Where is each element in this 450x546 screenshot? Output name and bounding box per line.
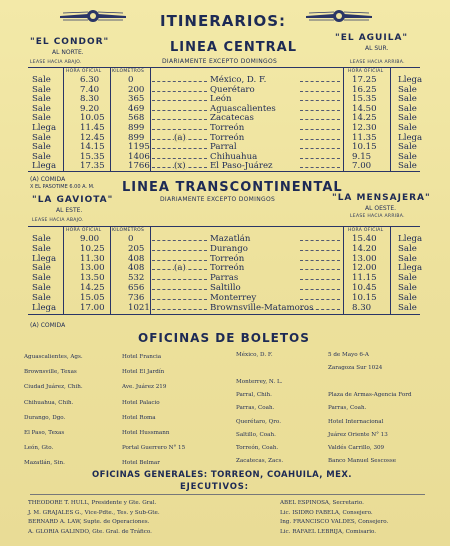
trans-left-time: 14.25 <box>80 283 105 293</box>
central-left-action: Sale <box>32 103 51 114</box>
office-city: Mazatlán, Sin. <box>24 460 65 467</box>
trans-left-action: Sale <box>32 243 51 254</box>
office-address: Hotel Internacional <box>328 418 384 425</box>
trans-leader-dots <box>152 260 207 261</box>
central-col-hora-left: HORA OFICIAL <box>66 69 102 74</box>
office-address: Ave. Juárez 219 <box>122 384 167 391</box>
trans-right-action: Llega <box>398 263 423 274</box>
central-right-time: 7.00 <box>352 161 372 172</box>
trans-leader-dots <box>300 279 340 280</box>
central-row <box>0 113 450 123</box>
trans-left-train: "LA GAVIOTA" <box>32 195 114 205</box>
office-address: Hotel Francia <box>122 354 162 360</box>
trans-kilometers: 736 <box>128 292 145 303</box>
trans-left-action: Llega <box>32 302 57 313</box>
trans-right-time: 12.00 <box>352 263 377 274</box>
trans-leader-dots <box>300 299 340 300</box>
central-kilometers: 0 <box>128 75 134 85</box>
central-right-time: 16.25 <box>352 84 377 95</box>
trans-line-subtitle: DIARIAMENTE EXCEPTO DOMINGOS <box>160 196 276 203</box>
central-station-name: Zacatecas <box>210 113 254 124</box>
trans-station-name: Torreón <box>210 263 245 274</box>
trans-leader-dots <box>300 269 340 270</box>
trans-kilometers: 205 <box>128 243 145 254</box>
central-right-time: 9.15 <box>352 151 372 162</box>
trans-right-action: Sale <box>398 243 417 254</box>
central-left-read: LEASE HACIA ABAJO. <box>30 60 82 65</box>
trans-col-hora-right: HORA OFICIAL <box>348 228 384 233</box>
central-station-name: Querétaro <box>210 84 255 95</box>
central-note-comida: (A) COMIDA <box>30 176 66 183</box>
executive-entry: THEODORE T. HULL, Presidente y Gte. Gral. <box>28 500 157 506</box>
trans-leader-dots <box>152 309 207 310</box>
trans-leader-dots <box>152 299 207 300</box>
trans-leader-dots <box>300 289 340 290</box>
central-left-time: 12.45 <box>80 132 105 143</box>
central-right-time: 11.35 <box>352 132 377 143</box>
central-meal-mark: (a) <box>174 132 186 143</box>
trans-right-time: 11.15 <box>352 273 377 284</box>
trans-note-comida: (A) COMIDA <box>30 322 66 329</box>
trans-right-time: 10.15 <box>352 292 377 303</box>
central-leader-dots <box>300 139 340 140</box>
trans-right-time: 10.45 <box>352 283 377 293</box>
office-city: Brownsville, Texas <box>24 369 77 376</box>
trans-station-name: Durango <box>210 243 248 254</box>
trans-left-time: 9.00 <box>80 234 100 244</box>
central-kilometers: 899 <box>128 132 145 143</box>
trans-station-name: Saltillo <box>210 283 241 293</box>
central-kilometers: 899 <box>128 123 145 133</box>
central-right-action: Sale <box>398 161 417 172</box>
office-city: Querétaro, Qro. <box>236 418 281 425</box>
central-left-action: Sale <box>32 142 51 153</box>
trans-left-action: Sale <box>32 234 51 244</box>
central-kilometers: 1195 <box>128 142 150 153</box>
office-city: Durango, Dgo. <box>24 414 66 421</box>
central-row <box>0 133 450 143</box>
trans-row <box>0 234 450 244</box>
central-right-time: 15.35 <box>352 94 377 105</box>
trans-leader-dots <box>152 250 207 251</box>
trans-station-name: Parras <box>210 273 239 284</box>
trans-line-title: LINEA TRANSCONTINENTAL <box>122 180 343 195</box>
central-kilometers: 1766 <box>128 161 150 172</box>
trans-station-name: Torreón <box>210 253 245 264</box>
trans-station-name: Brownsville-Matamoros <box>210 302 314 313</box>
trans-left-time: 13.00 <box>80 263 105 274</box>
office-address: Hotel Palacio <box>122 399 160 406</box>
trans-left-direction: AL ESTE. <box>56 207 83 214</box>
central-station-name: Chihuahua <box>210 151 258 162</box>
executive-entry: BERNARD A. LAW, Supte. de Operaciones. <box>28 519 150 525</box>
trans-left-time: 13.50 <box>80 273 105 284</box>
central-right-time: 12.30 <box>352 123 377 133</box>
trans-right-time: 14.20 <box>352 243 377 254</box>
central-left-time: 9.20 <box>80 103 100 114</box>
office-address: Plaza de Armas-Agencia Ford <box>328 391 412 398</box>
trans-left-read: LEASE HACIA ABAJO. <box>32 218 84 223</box>
page-title: ITINERARIOS: <box>160 12 287 30</box>
central-row <box>0 123 450 133</box>
trans-table-bottom-rule <box>28 314 420 315</box>
central-left-action: Sale <box>32 94 51 105</box>
office-address: Zaragoza Sur 1024 <box>328 365 383 372</box>
central-right-time: 14.25 <box>352 113 377 124</box>
trans-left-time: 15.05 <box>80 292 105 303</box>
office-city: Parral, Chih. <box>236 391 272 398</box>
central-leader-dots <box>152 148 207 149</box>
office-city: Aguascalientes, Ags. <box>24 354 83 360</box>
central-right-action: Sale <box>398 142 417 153</box>
central-right-time: 10.15 <box>352 142 377 153</box>
central-left-time: 17.35 <box>80 161 105 172</box>
central-kilometers: 568 <box>128 113 145 124</box>
general-offices-title: OFICINAS GENERALES: TORREON, COAHUILA, MEX. <box>92 470 352 480</box>
central-station-name: México, D. F. <box>210 75 267 85</box>
office-city: Saltillo, Coah. <box>236 431 276 438</box>
office-address: Hotel Belmar <box>122 460 160 467</box>
trans-left-action: Sale <box>32 292 51 303</box>
office-city: León, Gto. <box>24 445 54 452</box>
central-row <box>0 161 450 171</box>
executive-entry: A. GLORIA GALINDO, Gte. Gral. de Tráfico. <box>28 528 152 535</box>
central-left-action: Sale <box>32 113 51 124</box>
executives-rule <box>30 494 425 495</box>
central-leader-dots <box>300 158 340 159</box>
central-left-time: 14.15 <box>80 142 105 153</box>
central-left-train: "EL CONDOR" <box>30 37 110 47</box>
central-leader-dots <box>300 129 340 130</box>
central-station-name: Aguascalientes <box>210 103 276 114</box>
central-station-name: Parral <box>210 142 237 153</box>
office-city: Torreón, Coah. <box>236 445 279 452</box>
central-left-time: 8.30 <box>80 94 100 105</box>
offices-title: OFICINAS DE BOLETOS <box>138 331 310 345</box>
central-left-time: 6.30 <box>80 75 100 85</box>
trans-left-action: Llega <box>32 253 57 264</box>
trans-row <box>0 244 450 254</box>
central-kilometers: 200 <box>128 84 145 95</box>
trans-left-action: Sale <box>32 273 51 284</box>
office-city: Parras, Coah. <box>236 405 275 412</box>
central-left-action: Sale <box>32 132 51 143</box>
trans-right-time: 15.40 <box>352 234 377 244</box>
trans-right-time: 13.00 <box>352 253 377 264</box>
trans-kilometers: 0 <box>128 234 134 244</box>
trans-row <box>0 283 450 293</box>
central-col-km: KILOMETROS <box>112 69 145 74</box>
central-leader-dots <box>152 81 207 82</box>
winged-wheel-right-icon <box>304 9 374 25</box>
trans-right-direction: AL OESTE. <box>365 205 397 212</box>
office-city: El Paso, Texas <box>24 430 65 436</box>
office-address: Juárez Oriente N° 13 <box>328 431 388 438</box>
office-address: Banco Manuel Sescosse <box>328 458 397 465</box>
trans-right-action: Sale <box>398 253 417 264</box>
office-address: Parras, Coah. <box>328 405 367 412</box>
central-station-name: León <box>210 94 232 105</box>
office-city: Monterrey, N. L. <box>236 378 283 385</box>
trans-row <box>0 273 450 283</box>
central-right-train: "EL AGUILA" <box>335 33 409 43</box>
central-left-action: Sale <box>32 151 51 162</box>
trans-left-time: 10.25 <box>80 243 105 254</box>
trans-col-km: KILOMETROS <box>112 228 145 233</box>
office-address: Hotel El Jardín <box>122 369 165 376</box>
central-right-time: 17.25 <box>352 75 377 85</box>
trans-leader-dots <box>152 289 207 290</box>
trans-kilometers: 408 <box>128 253 145 264</box>
trans-right-train: "LA MENSAJERA" <box>332 193 431 203</box>
central-right-action: Llega <box>398 132 423 143</box>
central-line-title: LINEA CENTRAL <box>170 40 297 55</box>
trans-right-time: 8.30 <box>352 302 372 313</box>
central-leader-dots <box>300 110 340 111</box>
central-row <box>0 104 450 114</box>
executives-title: EJECUTIVOS: <box>180 482 249 492</box>
central-leader-dots <box>152 100 207 101</box>
trans-right-action: Sale <box>398 292 417 303</box>
central-leader-dots <box>300 167 340 168</box>
trans-left-action: Sale <box>32 263 51 274</box>
central-line-subtitle: DIARIAMENTE EXCEPTO DOMINGOS <box>162 58 278 65</box>
office-city: Ciudad Juárez, Chih. <box>24 384 83 391</box>
trans-kilometers: 1021 <box>128 302 150 313</box>
trans-left-action: Sale <box>32 283 51 293</box>
office-address: Hotel Hussmann <box>122 430 170 436</box>
central-right-action: Sale <box>398 151 417 162</box>
trans-row <box>0 293 450 303</box>
central-right-action: Sale <box>398 123 417 133</box>
office-address: Valdés Carrillo, 309 <box>328 445 385 452</box>
executive-entry: ABEL ESPINOSA, Secretario. <box>280 500 364 506</box>
central-row <box>0 142 450 152</box>
central-row <box>0 75 450 85</box>
central-right-time: 14.50 <box>352 103 377 114</box>
office-address: Portal Guerrero N° 15 <box>122 445 186 452</box>
trans-col-hora-left: HORA OFICIAL <box>66 228 102 233</box>
central-left-action: Llega <box>32 123 57 133</box>
central-leader-dots <box>152 158 207 159</box>
trans-right-action: Sale <box>398 273 417 284</box>
winged-wheel-left-icon <box>58 9 128 25</box>
central-leader-dots <box>152 91 207 92</box>
trans-leader-dots <box>300 240 340 241</box>
central-right-action: Sale <box>398 94 417 105</box>
executive-entry: Lic. RAFAEL LEBRIJA, Comisario. <box>280 528 377 535</box>
central-station-name: El Paso-Juárez <box>210 161 273 172</box>
central-meal-mark: (x) <box>174 161 186 172</box>
central-left-action: Sale <box>32 84 51 95</box>
trans-leader-dots <box>300 309 340 310</box>
trans-station-name: Monterrey <box>210 292 257 303</box>
office-address: 5 de Mayo 6-A <box>328 352 369 358</box>
central-leader-dots <box>300 119 340 120</box>
trans-row <box>0 303 450 313</box>
central-leader-dots <box>300 100 340 101</box>
trans-leader-dots <box>300 250 340 251</box>
central-left-action: Llega <box>32 161 57 172</box>
trans-row <box>0 263 450 273</box>
central-left-time: 7.40 <box>80 84 100 95</box>
central-leader-dots <box>300 81 340 82</box>
trans-station-name: Mazatlán <box>210 234 251 244</box>
central-station-name: Torreón <box>210 123 245 133</box>
central-left-action: Sale <box>32 75 51 85</box>
trans-right-action: Llega <box>398 234 423 244</box>
central-right-action: Llega <box>398 75 423 85</box>
central-left-time: 11.45 <box>80 123 105 133</box>
trans-meal-mark: (a) <box>174 263 186 274</box>
trans-right-action: Sale <box>398 302 417 313</box>
central-leader-dots <box>152 129 207 130</box>
trans-leader-dots <box>300 260 340 261</box>
central-kilometers: 469 <box>128 103 145 114</box>
central-note-pasotime: X EL PASOTIME 6.00 A. M. <box>30 184 95 190</box>
trans-kilometers: 656 <box>128 283 145 293</box>
trans-right-action: Sale <box>398 283 417 293</box>
trans-right-read: LEASE HACIA ARRIBA. <box>350 214 405 219</box>
executive-entry: J. M. GRAJALES G., Vice-Pdte., Tes. y Sub-Gte. <box>28 509 160 516</box>
trans-kilometers: 408 <box>128 263 145 274</box>
central-right-direction: AL SUR. <box>365 45 389 52</box>
central-leader-dots <box>300 148 340 149</box>
central-left-direction: AL NORTE. <box>52 49 84 56</box>
central-right-action: Sale <box>398 84 417 95</box>
trans-table-top-rule <box>28 226 420 227</box>
office-city: Chihuahua, Chih. <box>24 399 74 406</box>
office-city: Zacatecas, Zacs. <box>236 458 284 465</box>
central-right-read: LEASE HACIA ARRIBA. <box>350 60 405 65</box>
central-leader-dots <box>152 110 207 111</box>
executive-entry: Ing. FRANCISCO VALDES, Consejero. <box>280 519 389 525</box>
central-kilometers: 1406 <box>128 151 150 162</box>
central-kilometers: 365 <box>128 94 145 105</box>
trans-leader-dots <box>152 279 207 280</box>
office-city: México, D. F. <box>236 352 273 358</box>
office-address: Hotel Roma <box>122 414 156 421</box>
central-table-top-rule <box>28 67 420 68</box>
central-col-hora-right: HORA OFICIAL <box>348 69 384 74</box>
executive-entry: Lic. ISIDRO FABELA, Consejero. <box>280 509 373 516</box>
central-left-time: 15.35 <box>80 151 105 162</box>
trans-kilometers: 532 <box>128 273 145 284</box>
central-station-name: Torreón <box>210 132 245 143</box>
trans-left-time: 17.00 <box>80 302 105 313</box>
trans-leader-dots <box>152 240 207 241</box>
central-left-time: 10.05 <box>80 113 105 124</box>
central-right-action: Sale <box>398 113 417 124</box>
central-leader-dots <box>300 91 340 92</box>
central-leader-dots <box>152 119 207 120</box>
central-row <box>0 94 450 104</box>
central-right-action: Sale <box>398 103 417 114</box>
trans-left-time: 11.30 <box>80 253 105 264</box>
